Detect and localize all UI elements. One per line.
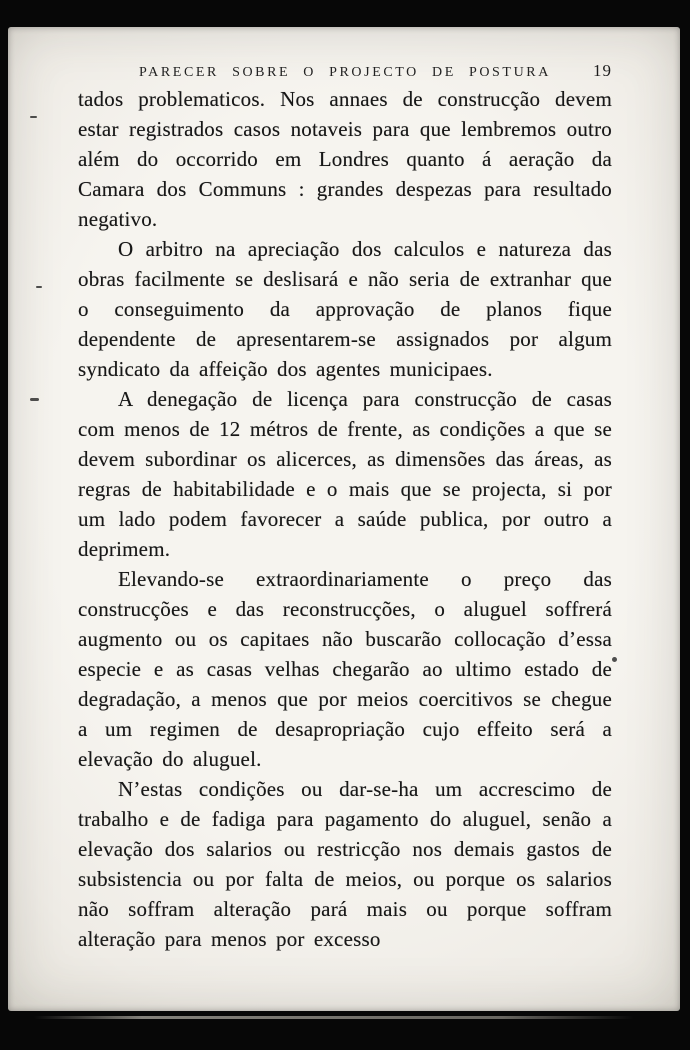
- scan-page-edge: [34, 1016, 634, 1019]
- scan-speck: [30, 116, 37, 118]
- scan-speck: [30, 398, 39, 401]
- paragraph: N’estas condições ou dar-se-ha um accrescimo de trabalho e de fadiga para pagamento do aluguel, senão a elevação dos salarios ou restricção nos demais gastos de subsistencia ou por falta de meios, ou porque os salarios não soffram alteração pará mais ou porque soffram alteração para menos por excesso: [78, 777, 612, 951]
- page-title: PARECER SOBRE O PROJECTO DE POSTURA: [139, 65, 551, 80]
- running-head: [78, 61, 612, 81]
- scan-speck: [36, 286, 42, 288]
- paragraph: A denegação de licença para construcção de casas com menos de 12 métros de frente, as condições a que se devem subordinar os alicerces, as dimensões das áreas, as regras de habitabilidade e o mais que se projecta, si por um lado podem favorecer a saúde publica, por outro a deprimem.: [78, 387, 612, 561]
- scanned-page: [8, 27, 680, 1011]
- paragraph: tados problematicos. Nos annaes de construcção devem estar registrados casos notaveis para que lembremos outro além do occorrido em Londres quanto á aeração da Camara dos Communs : grandes despezas para resultado negativo.: [78, 87, 612, 231]
- body-text: [78, 84, 612, 954]
- paragraph: Elevando-se extraordinariamente o preço das construcções e das reconstrucções, o aluguel soffrerá augmento ou os capitaes não buscarão collocação d’essa especie e as casas velhas chegarão ao ultimo estado de degradação, a menos que por meios coercitivos se chegue a um regimen de desapropriação cujo effeito será a elevação do aluguel.: [78, 567, 612, 771]
- scan-speck: [612, 657, 617, 662]
- paragraph: O arbitro na apreciação dos calculos e natureza das obras facilmente se deslisará e não seria de extranhar que o conseguimento da approvação de planos fique dependente de apresentarem-se assignados por algum syndicato da affeição dos agentes municipaes.: [78, 237, 612, 381]
- page-number: 19: [593, 61, 612, 80]
